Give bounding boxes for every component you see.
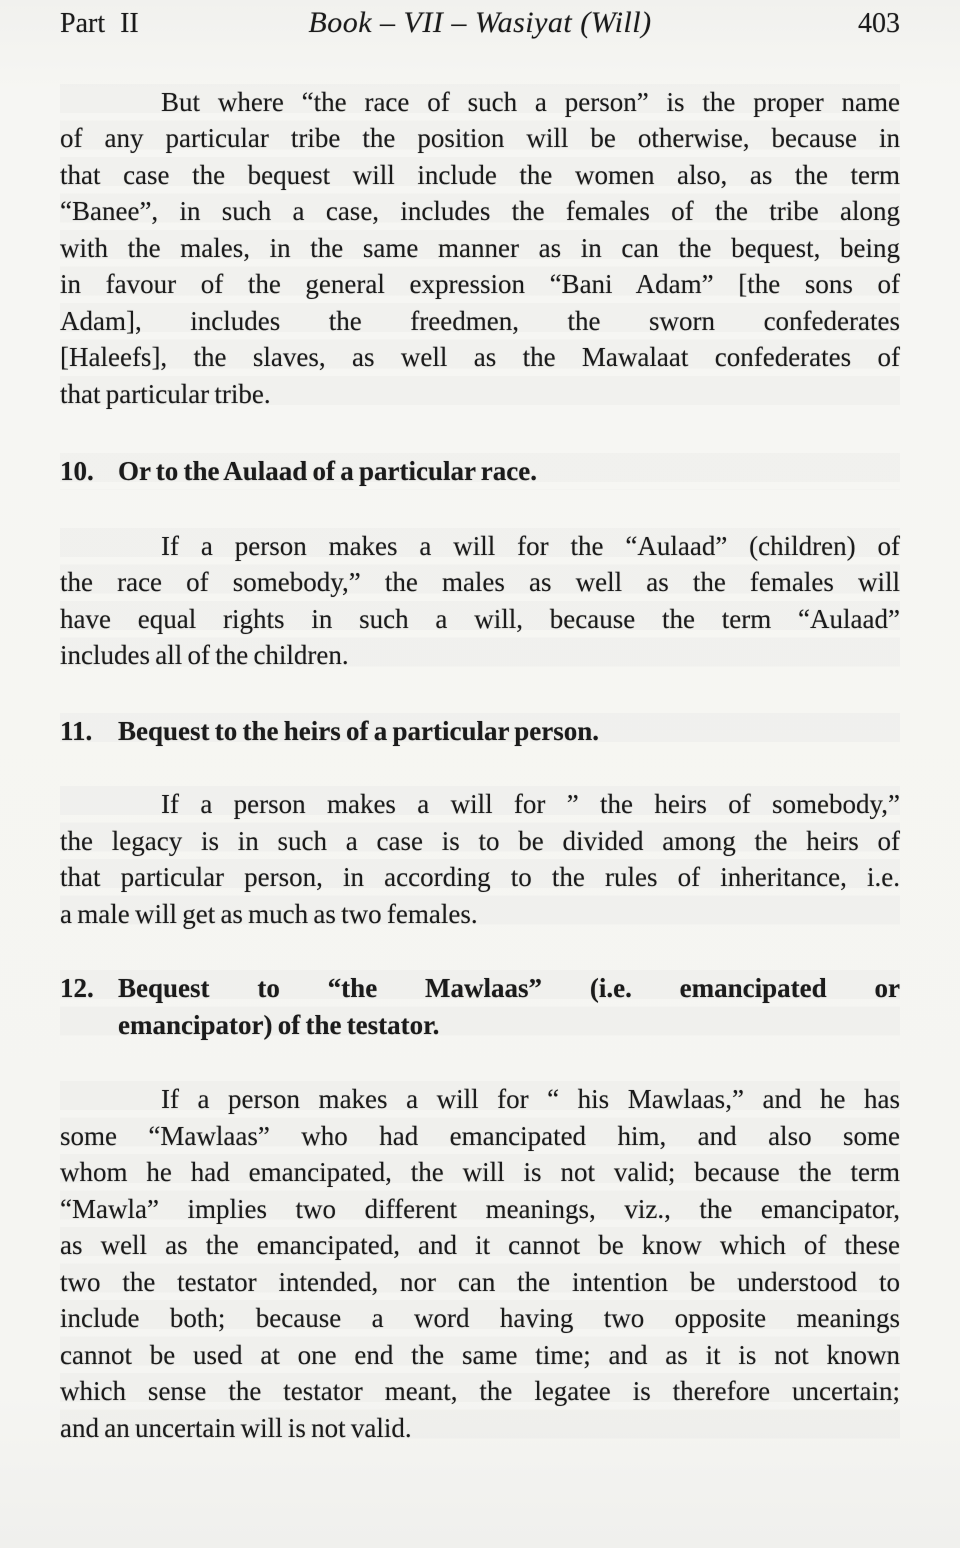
header-book-title: Book – VII – Wasiyat (Will) — [308, 6, 652, 39]
text-line: cannot be used at one end the same time; and as it is not known — [60, 1339, 900, 1370]
text-line: in favour of the general expression “Bani Adam” [the sons of — [60, 269, 900, 299]
text-line: “Mawla” implies two different meanings, viz., the emancipator, — [60, 1193, 900, 1224]
section-title-11 — [118, 713, 900, 750]
text-line: [Haleefs], the slaves, as well as the Mawalaat confederates of — [60, 342, 900, 372]
text-line: as well as the emancipated, and it cannot be know which of these — [60, 1230, 900, 1260]
text-line: the legacy is in such a case is to be divided among the heirs of — [60, 825, 900, 856]
text-line: two the testator intended, nor can the intention be understood to — [60, 1266, 900, 1297]
paragraph-race-proper-name — [60, 84, 900, 413]
section-number-12: 12. — [60, 973, 94, 1003]
running-header — [60, 5, 900, 43]
text-line: If a person makes a will for the “Aulaad” (children) of — [161, 530, 900, 561]
text-line: If a person makes a will for ” the heirs of somebody,” — [161, 789, 900, 819]
text-line: “Banee”, in such a case, includes the females of the tribe along — [60, 196, 900, 226]
text-line: the race of somebody,” the males as well as the females will — [60, 567, 900, 597]
page-number: 403 — [858, 8, 900, 39]
section-title-10 — [118, 453, 900, 490]
text-line: and an uncertain will is not valid. — [60, 1412, 412, 1443]
section-heading-12 — [60, 970, 900, 1043]
text-line: a male will get as much as two females. — [60, 898, 478, 929]
text-line: some “Mawlaas” who had emancipated him, and also some — [60, 1120, 900, 1151]
text-line: Bequest to “the Mawlaas” (i.e. emancipated or — [118, 973, 900, 1003]
section-heading-11 — [60, 713, 900, 750]
text-line: emancipator) of the testator. — [118, 1009, 440, 1040]
section-number-10: 10. — [60, 456, 94, 486]
text-line: whom he had emancipated, the will is not valid; because the term — [60, 1157, 900, 1187]
paragraph-heirs-will — [60, 786, 900, 932]
text-line: Or to the Aulaad of a particular race. — [118, 456, 537, 486]
paragraph-aulaad-will — [60, 528, 900, 674]
text-line: But where “the race of such a person” is the proper name — [161, 86, 900, 117]
section-heading-10 — [60, 453, 900, 490]
text-line: Adam], includes the freedmen, the sworn confederates — [60, 305, 900, 336]
page-content — [60, 5, 900, 1446]
text-line: which sense the testator meant, the legatee is therefore uncertain; — [60, 1376, 900, 1406]
text-line: Bequest to the heirs of a particular person. — [118, 715, 599, 746]
section-number-11: 11. — [60, 715, 93, 746]
text-line: with the males, in the same manner as in can the bequest, being — [60, 232, 900, 263]
text-line: have equal rights in such a will, because the term “Aulaad” — [60, 603, 900, 634]
text-line: that particular tribe. — [60, 378, 271, 409]
paragraph-mawlaas-will — [60, 1081, 900, 1446]
text-line: includes all of the children. — [60, 640, 349, 670]
text-line: If a person makes a will for “ his Mawlaas,” and he has — [161, 1084, 900, 1114]
header-part-label: Part II — [60, 8, 139, 39]
text-line: that particular person, in according to the rules of inheritance, i.e. — [60, 862, 900, 892]
text-line: include both; because a word having two opposite meanings — [60, 1303, 900, 1333]
text-line: that case the bequest will include the women also, as the term — [60, 159, 900, 190]
section-title-12 — [118, 970, 900, 1043]
text-line: of any particular tribe the position will be otherwise, because in — [60, 123, 900, 153]
